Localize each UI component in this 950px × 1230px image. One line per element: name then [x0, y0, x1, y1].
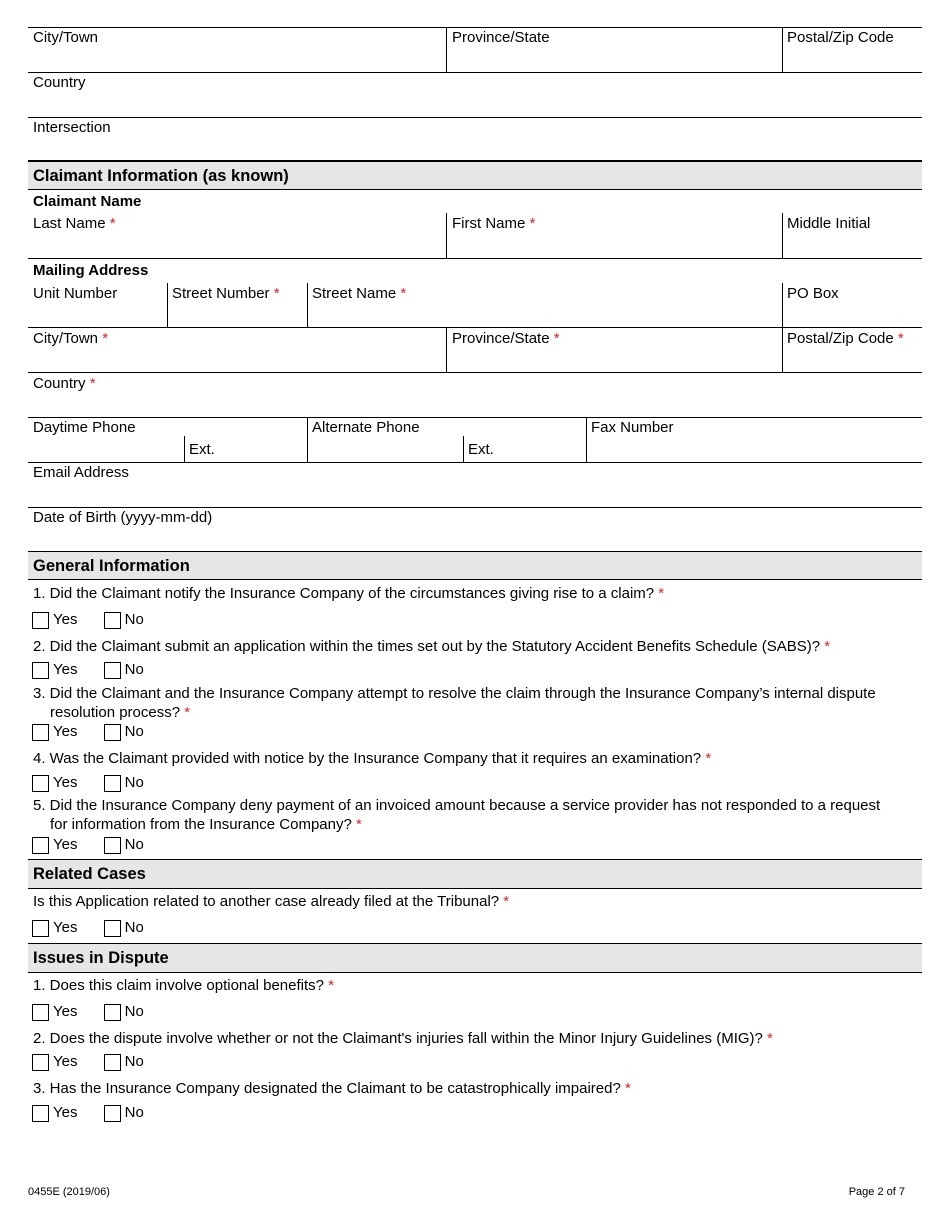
no-checkbox[interactable]	[104, 1054, 121, 1071]
no-checkbox[interactable]	[104, 775, 121, 792]
no-checkbox[interactable]	[104, 1004, 121, 1021]
divider	[782, 213, 783, 259]
postal-code-field[interactable]: Postal/Zip Code	[787, 29, 894, 46]
divider	[782, 283, 783, 328]
divider	[28, 888, 922, 889]
general-q4-options	[32, 774, 144, 792]
no-label: No	[124, 1104, 144, 1122]
divider	[307, 283, 308, 328]
yes-label: Yes	[53, 836, 78, 854]
yes-checkbox[interactable]	[32, 1054, 49, 1071]
divider	[28, 462, 922, 463]
no-label: No	[124, 661, 144, 679]
general-question-3: 3. Did the Claimant and the Insurance Company attempt to resolve the claim through the Insurance Company’s internal dispute resolution process? *	[33, 685, 876, 721]
no-label: No	[124, 919, 144, 937]
divider	[28, 579, 922, 580]
claimant-country-field[interactable]: Country *	[33, 375, 96, 392]
last-name-field[interactable]: Last Name *	[33, 215, 116, 232]
no-checkbox[interactable]	[104, 724, 121, 741]
yes-label: Yes	[53, 1003, 78, 1021]
province-field[interactable]: Province/State	[452, 29, 550, 46]
middle-initial-field[interactable]: Middle Initial	[787, 215, 871, 232]
no-label: No	[124, 1003, 144, 1021]
divider	[28, 258, 922, 259]
general-question-4: 4. Was the Claimant provided with notice by the Insurance Company that it requires an examination? *	[33, 750, 712, 767]
alternate-phone-field[interactable]: Alternate Phone	[312, 419, 420, 436]
divider	[28, 372, 922, 373]
general-q5-options	[32, 836, 144, 854]
no-checkbox[interactable]	[104, 837, 121, 854]
yes-label: Yes	[53, 661, 78, 679]
claimant-section-title: Claimant Information (as known)	[33, 167, 289, 185]
related-question-1: Is this Application related to another case already filed at the Tribunal? *	[33, 893, 510, 910]
issues-question-2: 2. Does the dispute involve whether or not the Claimant's injuries fall within the Minor Injury Guidelines (MIG)? *	[33, 1030, 773, 1047]
divider	[28, 972, 922, 973]
divider	[782, 327, 783, 372]
no-label: No	[124, 611, 144, 629]
yes-checkbox[interactable]	[32, 1004, 49, 1021]
related-section-title: Related Cases	[33, 865, 146, 883]
unit-number-field[interactable]: Unit Number	[33, 285, 118, 302]
divider	[446, 327, 447, 372]
no-checkbox[interactable]	[104, 662, 121, 679]
yes-label: Yes	[53, 774, 78, 792]
divider	[28, 859, 922, 860]
divider	[28, 72, 922, 73]
section-header-bg	[28, 860, 922, 888]
general-section-title: General Information	[33, 557, 190, 575]
street-number-field[interactable]: Street Number *	[172, 285, 280, 302]
no-label: No	[124, 723, 144, 741]
date-of-birth-field[interactable]: Date of Birth (yyyy-mm-dd)	[33, 509, 213, 526]
claimant-city-field[interactable]: City/Town *	[33, 330, 109, 347]
city-field[interactable]: City/Town	[33, 29, 99, 46]
no-checkbox[interactable]	[104, 1105, 121, 1122]
divider	[782, 27, 783, 72]
general-question-2: 2. Did the Claimant submit an application within the times set out by the Statutory Accident Benefits Schedule (SABS)? *	[33, 638, 831, 655]
divider	[28, 507, 922, 508]
daytime-ext-field[interactable]: Ext.	[189, 441, 215, 458]
issues-question-3: 3. Has the Insurance Company designated the Claimant to be catastrophically impaired? *	[33, 1080, 631, 1097]
general-q1-options	[32, 611, 144, 629]
issues-question-1: 1. Does this claim involve optional benefits? *	[33, 977, 335, 994]
no-checkbox[interactable]	[104, 612, 121, 629]
divider	[446, 27, 447, 72]
alternate-ext-field[interactable]: Ext.	[468, 441, 494, 458]
form-code: 0455E (2019/06)	[28, 1186, 110, 1198]
daytime-phone-field[interactable]: Daytime Phone	[33, 419, 136, 436]
mailing-address-heading: Mailing Address	[33, 262, 149, 279]
street-name-field[interactable]: Street Name *	[312, 285, 407, 302]
po-box-field[interactable]: PO Box	[787, 285, 839, 302]
no-label: No	[124, 836, 144, 854]
general-question-5: 5. Did the Insurance Company deny payment of an invoiced amount because a service provider has not responded to a request for information from the Insurance Company? *	[33, 797, 881, 833]
email-field[interactable]: Email Address	[33, 464, 129, 481]
divider	[28, 189, 922, 190]
issues-q1-options	[32, 1003, 144, 1021]
divider	[586, 417, 587, 462]
fax-number-field[interactable]: Fax Number	[591, 419, 674, 436]
general-question-1: 1. Did the Claimant notify the Insurance Company of the circumstances giving rise to a claim? *	[33, 585, 665, 602]
claimant-postal-field[interactable]: Postal/Zip Code *	[787, 330, 904, 347]
divider	[28, 27, 922, 28]
yes-label: Yes	[53, 723, 78, 741]
divider	[167, 283, 168, 328]
general-q2-options	[32, 661, 144, 679]
related-q1-options	[32, 919, 144, 937]
no-checkbox[interactable]	[104, 920, 121, 937]
no-label: No	[124, 1053, 144, 1071]
divider	[446, 213, 447, 259]
divider	[28, 943, 922, 944]
yes-checkbox[interactable]	[32, 662, 49, 679]
yes-checkbox[interactable]	[32, 1105, 49, 1122]
divider	[463, 436, 464, 462]
divider	[28, 160, 922, 162]
yes-label: Yes	[53, 1053, 78, 1071]
issues-section-title: Issues in Dispute	[33, 949, 169, 967]
divider	[28, 327, 922, 328]
divider	[28, 417, 922, 418]
divider	[184, 436, 185, 462]
yes-label: Yes	[53, 1104, 78, 1122]
yes-checkbox[interactable]	[32, 837, 49, 854]
issues-q2-options	[32, 1053, 144, 1071]
first-name-field[interactable]: First Name *	[452, 215, 536, 232]
yes-checkbox[interactable]	[32, 920, 49, 937]
intersection-field[interactable]: Intersection	[33, 119, 111, 136]
claimant-province-field[interactable]: Province/State *	[452, 330, 560, 347]
yes-checkbox[interactable]	[32, 724, 49, 741]
divider	[307, 417, 308, 462]
general-q3-options	[32, 723, 144, 741]
page-number: Page 2 of 7	[848, 1186, 905, 1198]
yes-checkbox[interactable]	[32, 612, 49, 629]
yes-checkbox[interactable]	[32, 775, 49, 792]
divider	[28, 551, 922, 552]
yes-label: Yes	[53, 611, 78, 629]
yes-label: Yes	[53, 919, 78, 937]
claimant-name-heading: Claimant Name	[33, 193, 142, 210]
issues-q3-options	[32, 1104, 144, 1122]
divider	[28, 117, 922, 118]
country-field[interactable]: Country	[33, 74, 86, 91]
no-label: No	[124, 774, 144, 792]
